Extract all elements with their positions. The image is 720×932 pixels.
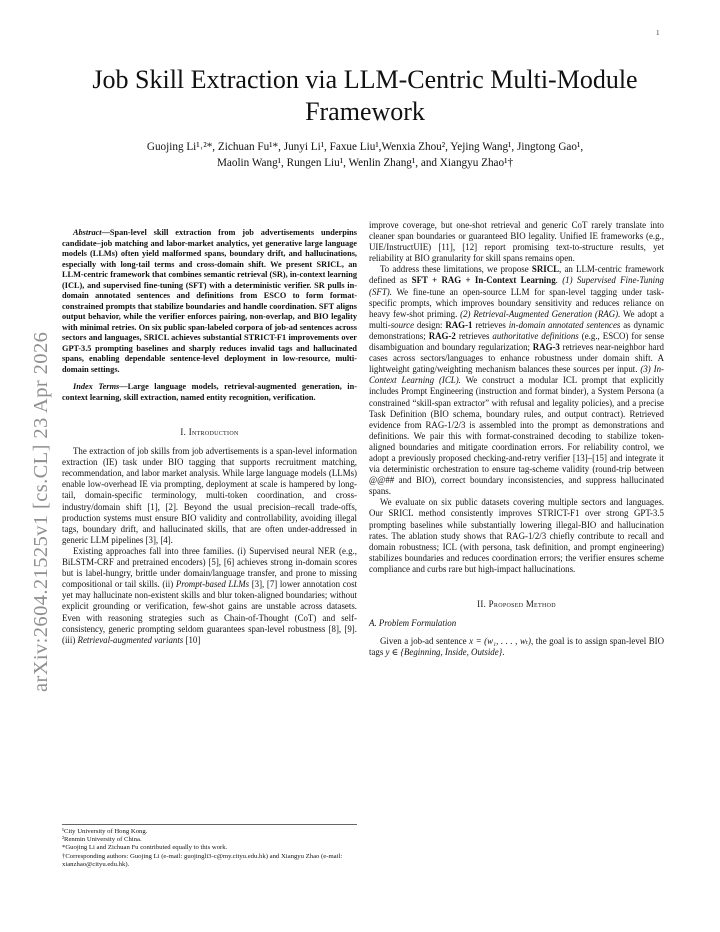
r1-n: in-domain annotated sentences [508,319,621,330]
author-list-line-2: Maolin Wang¹, Rungen Liu¹, Wenlin Zhang¹, and Xiangyu Zhao¹† [216,157,514,169]
r1-f: (1) Supervised Fine-Tuning (SFT). [369,275,664,297]
section-heading-introduction [62,427,357,438]
r3-b: x = (w₁, . . . , wₜ) [469,636,532,647]
index-terms-lead: Index Terms [73,382,120,391]
r1-s: (e.g., ESCO) for sense disambiguation and boundary regularization; [369,330,665,353]
footnote-4: †Corresponding authors: Guojing Li (e-mail: guojingli3-c@my.cityu.edu.hk) and Xiangyu Zhao (e-mail: xianzhao@cityu.edu.hk). [62,852,343,868]
r1-b: SRICL [531,264,560,275]
section-number-introduction: I. [180,427,187,437]
r1-h: (2) Retrieval-Augmented Generation (RAG). [460,308,621,319]
right-paragraph-0: improve coverage, but one-shot retrieval and generic CoT rarely translate into cleaner span boundaries or guaranteed BIO legality. Unified IE frameworks (e.g., UIE/InstructUIE) [11], [12] report promising text-to-structure results, yet reliability at BIO granularity for skill spans remains open. [369,220,664,264]
footnote-2: ²Renmin University of China. [62,836,142,844]
arxiv-identifier: arXiv:2604.21525v1 [cs.CL] 23 Apr 2026 [30,331,52,692]
r1-u: retrieves near-neighbor hard cases across sectors/languages to enhance robustness under domain shift. A lightweight gating/weighting mechanism balances these sources per input. [369,342,664,375]
r1-c: , an LLM-centric framework defined as [369,264,664,286]
intro-p2-e: [10] [183,634,201,645]
r3-e: . [502,647,505,658]
r1-i: We adopt a multi- [369,308,664,330]
section-title-method: Proposed Method [488,599,556,609]
section-title-introduction: Introduction [188,427,239,437]
section-heading-method [369,599,664,610]
subsection-heading-problem: A. Problem Formulation [369,618,457,629]
r1-m: retrieves [472,319,509,330]
r1-j: source [390,319,415,330]
abstract [62,228,357,375]
r3-d: y ∈ {Beginning, Inside, Outside} [385,647,503,658]
r1-a: To address these limitations, we propose [380,264,532,275]
right-paragraph-1 [369,264,664,497]
right-column [369,220,664,658]
intro-p2-c: [3], [7] lower annotation cost yet may hallucinate non-existent skills and blur token-aligned boundaries; without explicit grounding or verification, few-shot gains are unstable across datasets. Even with reasoning strategies such as Chain-of-Thought (CoT) and self-consistency, generic prompting seldom guarantees span-level robustness [8], [9]. (iii) [62,579,357,645]
r1-l: RAG-1 [445,319,473,330]
right-paragraph-2: We evaluate on six public datasets covering multiple sectors and languages. Our SRICL method consistently improves STRICT-F1 over strong GPT-3.5 prompting baselines while substantially lowering illegal-BIO and hallucination rates. The ablation study shows that RAG-1/2/3 chiefly contribute to recall and domain robustness; ICL (with persona, task definition, and prompt engineering) stabilizes boundaries and reduces coordination errors; the verifier ensures scheme compliance and curbs rare but high-impact hallucinations. [369,497,664,574]
left-column [62,228,357,646]
page-number: 1 [656,29,660,37]
footnote-3: *Guojing Li and Zichuan Fu contributed equally to this work. [62,844,228,852]
footnotes [62,824,357,869]
problem-paragraph [369,636,664,658]
r1-p: RAG-2 [428,330,456,341]
section-number-method: II. [477,599,487,609]
intro-p2-b: Prompt-based LLMs [175,579,250,590]
abstract-lead: Abstract [73,228,102,237]
intro-p2-d: Retrieval-augmented variants [77,634,184,645]
r1-d: SFT + RAG + In-Context Learning [411,275,556,286]
r1-q: retrieves [455,330,493,341]
r3-a: Given a job-ad sentence [380,636,470,647]
paper-title [60,64,670,128]
index-terms-text: —Large language models, retrieval-augmented generation, in-context learning, skill extraction, named entity recognition, verification. [62,382,357,402]
r3-c: , the goal is to assign span-level BIO tags [369,636,665,658]
author-list-line-1: Guojing Li¹˒²*, Zichuan Fu¹*, Junyi Li¹, Faxue Liu¹,Wenxia Zhou², Yejing Wang¹, Jingtong Gao¹, [146,141,584,153]
abstract-text: —Span-level skill extraction from job advertisements underpins candidate–job matching and labor-market analytics, yet generative large language models (LLMs) often yield malformed spans, boundary drift, and hallucinations, especially with long-tail terms and cross-domain shift. We present SRICL, an LLM-centric framework that combines semantic retrieval (SR), in-context learning (ICL), and supervised fine-tuning (SFT) with a deterministic verifier. SR pulls in-domain annotated sentences and definitions from ESCO to form format-constrained prompts that stabilize boundaries and handle coordination. SFT aligns output behavior, while the verifier enforces pairing, non-overlap, and BIO legality with minimal retries. On six public span-labeled corpora of job-ad sentences across sectors and languages, SRICL achieves substantial STRICT-F1 improvements over GPT-3.5 prompting baselines and sharply reduces invalid tags and hallucinated spans, enabling dependable sentence-level deployment in low-resource, multi-domain settings. [62,228,357,374]
index-terms [62,382,357,403]
r1-v: (3) In-Context Learning (ICL). [369,364,664,386]
paper-title-line-1: Job Skill Extraction via LLM-Centric Multi-Module [92,65,638,94]
r1-o: as dynamic demonstrations; [369,319,664,341]
r1-k: design: [414,319,446,330]
intro-p2-a: Existing approaches fall into three families. (i) Supervised neural NER (e.g., BiLSTM-CRF and pretrained encoders) [5], [6] achieves strong in-domain scores but is label-hungry, brittle under domain/language transfer, and prone to missing compositional or tail skills. (ii) [62,545,357,590]
r1-e: . [555,275,563,286]
r1-g: We fine-tune an open-source LLM for span-level tagging under task-specific prompts, which improves boundary sensitivity and reduces reliance on heavy few-shot priming. [369,286,664,319]
paper-title-line-2: Framework [305,97,425,126]
r1-w: We construct a modular ICL prompt that explicitly includes Prompt Engineering (instruction and format binder), a System Persona (a constrained “skill-span extractor” with refusal and legality policies), and a precise Task Definition (BIO schema, boundary rules, and output contract). Retrieved evidence from RAG-1/2/3 is assembled into the prompt as demonstrations and definitions. We pair this with format-constrained decoding to stabilize token-aligned boundaries and mitigate coordination errors. For reliability control, we adopt a previously proposed checking-and-retry verifier [13]–[15] and integrate it via deterministic orchestration to ensure tag-scheme validity (round-trip between @@## and BIO), correct boundary inconsistencies, and suppress hallucinated spans. [369,375,664,497]
r1-t: RAG-3 [532,342,560,353]
footnote-1: ¹City University of Hong Kong. [62,828,148,835]
r1-r: authoritative definitions [492,330,579,341]
author-list [70,139,660,171]
intro-paragraph-2 [62,546,357,646]
intro-paragraph-1: The extraction of job skills from job advertisements is a span-level information extraction (IE) task under BIO tagging that supports recruitment matching, recommendation, and labor market analysis. While large language models (LLMs) enable low-overhead IE via prompting, deployment at scale is hampered by long-tail, domain-specific terminology, multi-token coordination, and cross-industry/domain shift [1], [2]. Beyond the usual precision–recall trade-offs, production systems must ensure BIO validity and controllability, avoiding illegal tags, boundary drift, and hallucinated skills, that are often under-addressed in generic LLM pipelines [3], [4]. [62,446,357,545]
